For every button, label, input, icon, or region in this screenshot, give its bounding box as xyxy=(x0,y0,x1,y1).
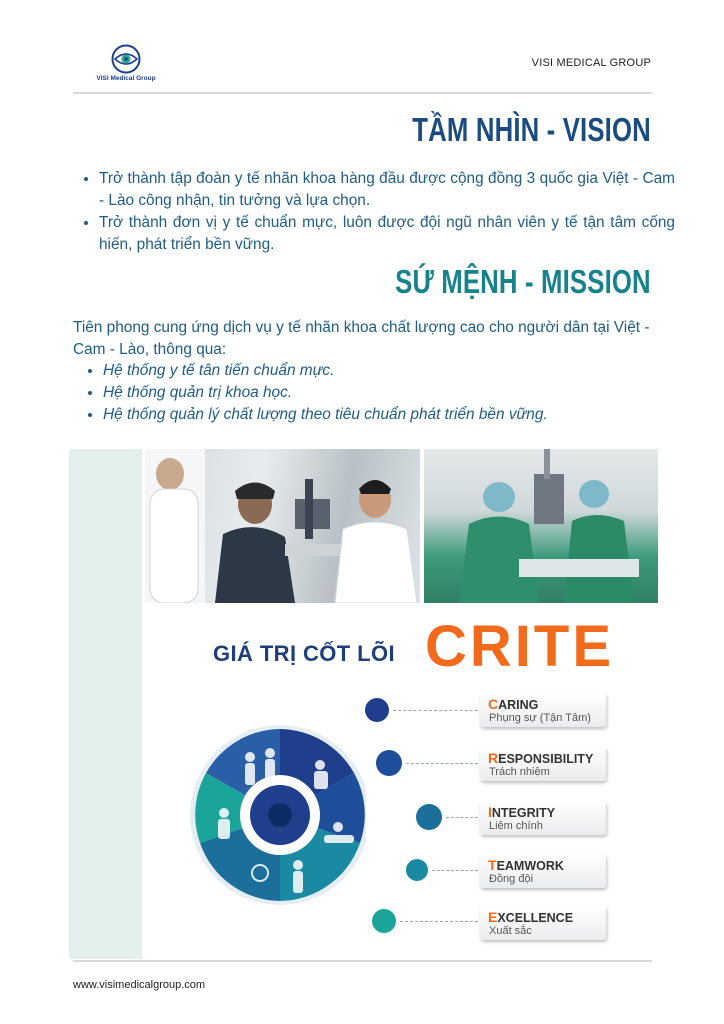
value-card-integrity xyxy=(480,801,606,835)
value-subtitle: Trách nhiệm xyxy=(489,766,550,778)
company-name: VISI MEDICAL GROUP xyxy=(531,57,651,69)
mission-intro: Tiên phong cung ứng dịch vụ y tế nhãn khoa chất lượng cao cho người dân tại Việt - Cam - Lào, thông qua: xyxy=(73,319,650,358)
top-divider xyxy=(73,92,652,94)
core-values-wheel xyxy=(190,695,366,925)
surgery-illustration xyxy=(424,449,658,603)
mission-title: SỨ MỆNH - MISSION xyxy=(395,263,651,300)
value-subtitle: Phụng sự (Tận Tâm) xyxy=(489,712,591,724)
value-subtitle: Đồng đội xyxy=(489,873,534,885)
connector-line xyxy=(400,921,478,922)
vision-title: TẦM NHÌN - VISION xyxy=(412,111,651,148)
value-dot xyxy=(406,859,428,881)
surgery-photo xyxy=(424,449,658,603)
website-url: www.visimedicalgroup.com xyxy=(73,979,206,991)
value-title: INTEGRITY xyxy=(488,804,556,820)
value-dot xyxy=(365,698,389,722)
side-band xyxy=(69,449,142,959)
mission-item: • Hệ thống quản trị khoa học. xyxy=(103,382,548,404)
value-card-excellence xyxy=(480,906,606,940)
value-subtitle: Xuất sắc xyxy=(489,925,532,937)
vision-list xyxy=(73,168,675,256)
mission-item: • Hệ thống quản lý chất lượng theo tiêu chuẩn phát triển bền vững. xyxy=(103,404,548,426)
value-card-caring xyxy=(480,693,606,727)
value-subtitle: Liêm chính xyxy=(489,820,543,832)
connector-line xyxy=(406,763,478,764)
mission-list xyxy=(73,360,548,426)
eye-exam-photo xyxy=(145,449,420,603)
core-values-heading: GIÁ TRỊ CỐT LÕI xyxy=(213,641,395,666)
eye-logo-icon xyxy=(111,44,141,74)
crite-acronym: CRITE xyxy=(425,614,614,679)
vision-item: • Trở thành tập đoàn y tế nhãn khoa hàng đầu được cộng đồng 3 quốc gia Việt - Cam - Lào công nhận, tin tưởng và lựa chọn. xyxy=(99,168,675,212)
value-title: CARING xyxy=(488,696,539,712)
logo xyxy=(96,44,156,82)
value-title: EXCELLENCE xyxy=(488,909,574,925)
value-title: RESPONSIBILITY xyxy=(488,750,594,766)
value-card-teamwork xyxy=(480,854,606,888)
value-dot xyxy=(416,804,442,830)
eye-exam-illustration xyxy=(145,449,420,603)
value-title: TEAMWORK xyxy=(488,857,564,873)
logo-text: VISI Medical Group xyxy=(96,75,156,82)
value-dot xyxy=(372,909,396,933)
connector-line xyxy=(432,870,478,871)
connector-line xyxy=(393,710,478,711)
value-dot xyxy=(376,750,402,776)
bottom-divider xyxy=(73,960,652,962)
connector-line xyxy=(446,817,478,818)
vision-item: • Trở thành đơn vị y tế chuẩn mực, luôn được đội ngũ nhân viên y tế tận tâm cống hiến, phát triển bền vững. xyxy=(99,212,675,256)
value-card-responsibility xyxy=(480,747,606,781)
mission-item: • Hệ thống y tế tân tiến chuẩn mực. xyxy=(103,360,548,382)
